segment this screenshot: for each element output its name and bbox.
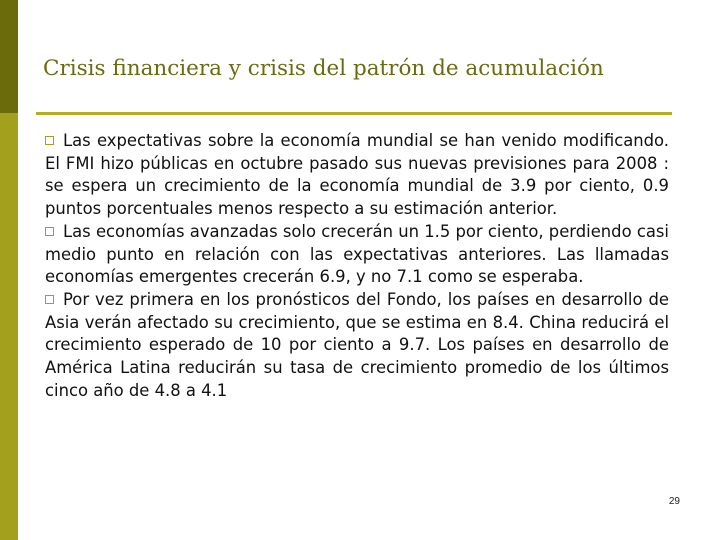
bullet-item-1 bbox=[45, 130, 669, 221]
hollow-square-bullet-icon bbox=[45, 295, 54, 304]
hollow-square-bullet-icon bbox=[45, 136, 54, 145]
hollow-square-bullet-icon bbox=[45, 227, 54, 236]
bullet-text-1: Las expectativas sobre la economía mundial se han venido modificando. El FMI hizo públicas en octubre pasado sus nuevas previsiones para 2008 : se espera un crecimiento de la economía mundial de 3.9 por ciento, 0.9 puntos porcentuales menos respecto a su estimación anterior. bbox=[45, 131, 669, 219]
side-accent-bar-top bbox=[0, 0, 18, 113]
bullet-text-2: Las economías avanzadas solo crecerán un 1.5 por ciento, perdiendo casi medio punto en relación con las expectativas anteriores. Las llamadas economías emergentes crecerán 6.9, y no 7.1 como se esperaba. bbox=[45, 221, 669, 287]
bullet-list bbox=[45, 130, 669, 402]
slide-title: Crisis financiera y crisis del patrón de acumulación bbox=[43, 56, 604, 81]
bullet-item-3 bbox=[45, 289, 669, 403]
bullet-text-3: Por vez primera en los pronósticos del Fondo, los países en desarrollo de Asia verán afectado su crecimiento, que se estima en 8.4. China reducirá el crecimiento esperado de 10 por ciento a 9.7. Los países en desarrollo de América Latina reducirán su tasa de crecimiento promedio de los últimos cinco año de 4.8 a 4.1 bbox=[45, 289, 669, 400]
title-divider bbox=[36, 112, 672, 115]
bullet-item-2 bbox=[45, 221, 669, 289]
page-number: 29 bbox=[668, 496, 680, 507]
